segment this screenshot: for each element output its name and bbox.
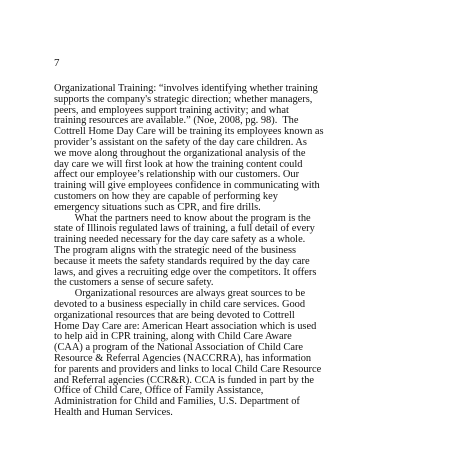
text-line: Organizational Training: “involves identifying whether training bbox=[54, 83, 318, 94]
text-line: devoted to a business especially in child care services. Good bbox=[54, 298, 306, 310]
text-line: to help aid in CPR training, along with Child Care Aware bbox=[54, 331, 292, 343]
text-line: Cottrell Home Day Care will be training its employees known as bbox=[54, 126, 324, 138]
text-line: because it meets the safety standards required by the day care bbox=[54, 255, 310, 267]
text-line: affect our employee’s relationship with our customers. Our bbox=[54, 169, 300, 181]
text-line: organizational resources that are being devoted to Cottrell bbox=[54, 309, 295, 321]
text-line: for parents and providers and links to local Child Care Resource bbox=[54, 363, 322, 375]
text-line: Home Day Care are: American Heart association which is used bbox=[54, 320, 317, 332]
page-number: 7 bbox=[54, 57, 60, 69]
text-line: laws, and gives a recruiting edge over the competitors. It offers bbox=[54, 266, 317, 278]
text-line: provider’s assistant on the safety of the day care children. As bbox=[54, 136, 307, 148]
text-line: and Referral agencies (CCR&R). CCA is funded in part by the bbox=[54, 374, 314, 386]
text-line: Administration for Child and Families, U.S. Department of bbox=[54, 396, 300, 408]
text-line: training resources are available.” (Noe, 2008, pg. 98). The bbox=[54, 115, 299, 127]
text-line: customers on how they are capable of performing key bbox=[54, 190, 278, 202]
text-line: What the partners need to know about the program is the bbox=[54, 212, 311, 224]
text-line: peers, and employees support training activity; and what bbox=[54, 104, 289, 116]
text-line: we move along throughout the organizational analysis of the bbox=[54, 147, 306, 159]
text-line: emergency situations such as CPR, and fire drills. bbox=[54, 201, 261, 213]
text-line: Health and Human Services. bbox=[54, 406, 173, 418]
text-line: Organizational resources are always great sources to be bbox=[54, 288, 306, 300]
text-line: state of Illinois regulated laws of training, a full detail of every bbox=[54, 223, 315, 235]
text-line: (CAA) a program of the National Association of Child Care bbox=[54, 342, 304, 354]
text-line: the customers a sense of secure safety. bbox=[54, 277, 214, 289]
text-line: The program aligns with the strategic need of the business bbox=[54, 244, 297, 256]
text-line: day care we will first look at how the training content could bbox=[54, 158, 303, 170]
text-line: Office of Child Care, Office of Family Assistance, bbox=[54, 385, 264, 397]
body-text bbox=[54, 84, 444, 419]
text-line: training needed necessary for the day care safety as a whole. bbox=[54, 234, 306, 246]
text-line: Resource & Referral Agencies (NACCRRA), has information bbox=[54, 352, 312, 364]
text-line: training will give employees confidence in communicating with bbox=[54, 180, 320, 192]
text-line: supports the company's strategic direction; whether managers, bbox=[54, 93, 313, 105]
